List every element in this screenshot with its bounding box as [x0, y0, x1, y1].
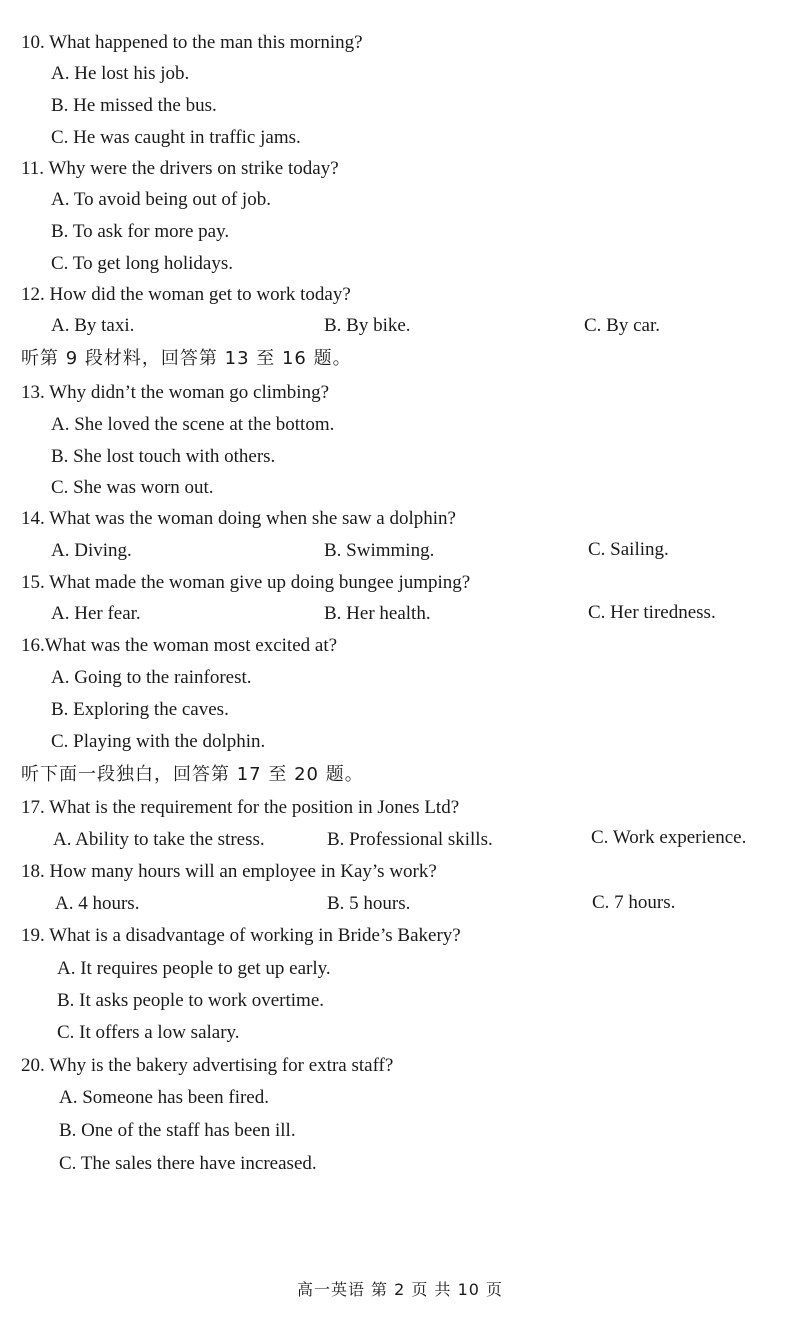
page-footer: 高一英语 第 2 页 共 10 页: [296, 1280, 504, 1299]
question-15-option-c: C. Her tiredness.: [588, 602, 716, 623]
question-16-option-b: B. Exploring the caves.: [51, 699, 229, 720]
question-20-option-c: C. The sales there have increased.: [59, 1153, 317, 1174]
question-11-option-c: C. To get long holidays.: [51, 253, 233, 274]
question-11-option-a: A. To avoid being out of job.: [51, 189, 271, 210]
question-16-stem: 16.What was the woman most excited at?: [21, 635, 338, 656]
question-15-option-a: A. Her fear.: [51, 603, 141, 624]
question-18-option-c: C. 7 hours.: [592, 892, 676, 913]
question-13-stem: 13. Why didn’t the woman go climbing?: [21, 382, 330, 403]
question-13-option-c: C. She was worn out.: [51, 477, 214, 498]
section-10-heading: 听下面一段独白，回答第 17 至 20 题。: [21, 764, 364, 785]
question-20-option-a: A. Someone has been fired.: [59, 1087, 269, 1108]
question-16-option-a: A. Going to the rainforest.: [51, 667, 252, 688]
question-20-stem: 20. Why is the bakery advertising for extra staff?: [21, 1055, 394, 1076]
question-18-option-b: B. 5 hours.: [327, 893, 411, 914]
question-19-stem: 19. What is a disadvantage of working in Bride’s Bakery?: [21, 925, 461, 946]
question-17-option-c: C. Work experience.: [591, 827, 747, 848]
question-11-stem: 11. Why were the drivers on strike today?: [21, 158, 339, 179]
question-19-option-c: C. It offers a low salary.: [57, 1022, 240, 1043]
question-13-option-b: B. She lost touch with others.: [51, 446, 276, 467]
question-14-stem: 14. What was the woman doing when she saw a dolphin?: [21, 508, 456, 529]
question-18-stem: 18. How many hours will an employee in Kay’s work?: [21, 861, 437, 882]
question-15-stem: 15. What made the woman give up doing bungee jumping?: [21, 572, 471, 593]
question-18-option-a: A. 4 hours.: [55, 893, 140, 914]
question-14-option-a: A. Diving.: [51, 540, 132, 561]
section-9-heading: 听第 9 段材料，回答第 13 至 16 题。: [21, 348, 352, 369]
question-14-option-c: C. Sailing.: [588, 539, 669, 560]
question-20-option-b: B. One of the staff has been ill.: [59, 1120, 296, 1141]
question-17-option-a: A. Ability to take the stress.: [53, 829, 265, 850]
question-10-option-c: C. He was caught in traffic jams.: [51, 127, 301, 148]
question-10-stem: 10. What happened to the man this morning?: [21, 32, 363, 53]
question-10-option-b: B. He missed the bus.: [51, 95, 217, 116]
question-13-option-a: A. She loved the scene at the bottom.: [51, 414, 335, 435]
question-14-option-b: B. Swimming.: [324, 540, 435, 561]
question-17-option-b: B. Professional skills.: [327, 829, 493, 850]
question-19-option-a: A. It requires people to get up early.: [57, 958, 331, 979]
question-12-option-c: C. By car.: [584, 315, 660, 336]
question-15-option-b: B. Her health.: [324, 603, 431, 624]
question-16-option-c: C. Playing with the dolphin.: [51, 731, 266, 752]
question-12-option-a: A. By taxi.: [51, 315, 135, 336]
question-12-option-b: B. By bike.: [324, 315, 411, 336]
question-11-option-b: B. To ask for more pay.: [51, 221, 230, 242]
question-10-option-a: A. He lost his job.: [51, 63, 190, 84]
question-19-option-b: B. It asks people to work overtime.: [57, 990, 325, 1011]
question-12-stem: 12. How did the woman get to work today?: [21, 284, 351, 305]
question-17-stem: 17. What is the requirement for the position in Jones Ltd?: [21, 797, 460, 818]
